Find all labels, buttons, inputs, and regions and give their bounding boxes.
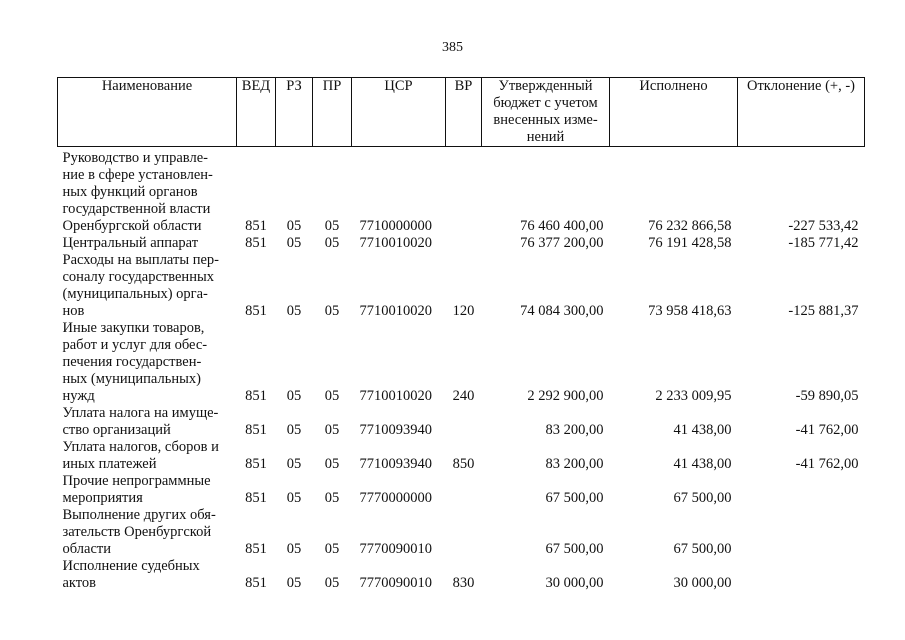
cell-ved: 851 (245, 541, 267, 557)
cell-deviation (738, 507, 865, 558)
cell-deviation (738, 473, 865, 507)
cell-rz: 05 (286, 541, 302, 557)
cell-rz: 05 (286, 575, 302, 591)
table-row (58, 320, 865, 405)
cell-ved: 851 (245, 422, 267, 438)
table-row (58, 235, 865, 252)
cell-rz: 05 (286, 490, 302, 506)
cell-deviation (738, 558, 865, 592)
table-row (58, 507, 865, 558)
cell-approved: 76 460 400,00 (520, 218, 604, 234)
table-row (58, 147, 865, 236)
page-number: 385 (442, 40, 463, 55)
cell-name: Расходы на выплаты пер- соналу государственных (муниципальных) орга- нов (62, 252, 219, 319)
cell-executed: 67 500,00 (673, 541, 732, 557)
cell-name: Выполнение других обя- зательств Оренбургской области (62, 507, 216, 557)
header-name: Наименование (58, 78, 237, 147)
table-row (58, 252, 865, 320)
table-body (58, 147, 865, 593)
cell-approved: 74 084 300,00 (520, 303, 604, 319)
header-pr: ПР (313, 78, 352, 147)
cell-pr: 05 (324, 303, 340, 319)
cell-name: Уплата налогов, сборов и иных платежей (62, 439, 219, 472)
header-vr: ВР (446, 78, 482, 147)
header-executed: Исполнено (610, 78, 738, 147)
cell-name: Центральный аппарат (62, 235, 199, 251)
cell-pr: 05 (324, 218, 340, 234)
cell-vr (446, 405, 482, 439)
cell-rz: 05 (286, 422, 302, 438)
cell-approved: 67 500,00 (545, 490, 604, 506)
cell-executed: 76 232 866,58 (648, 218, 732, 234)
table-row (58, 558, 865, 592)
table-row (58, 473, 865, 507)
cell-csr: 7770000000 (359, 490, 432, 506)
cell-deviation: -59 890,05 (795, 388, 859, 404)
cell-pr: 05 (324, 541, 340, 557)
cell-approved: 76 377 200,00 (520, 235, 604, 251)
cell-vr (446, 473, 482, 507)
header-approved: Утвержденный бюджет с учетом внесенных изме-нений (482, 78, 610, 147)
cell-csr: 7770090010 (359, 541, 432, 557)
cell-name: Уплата налога на имуще- ство организаций (62, 405, 219, 438)
cell-vr: 120 (452, 303, 475, 319)
cell-ved: 851 (245, 456, 267, 472)
header-rz: РЗ (276, 78, 313, 147)
cell-executed: 73 958 418,63 (648, 303, 732, 319)
cell-csr: 7710010020 (359, 303, 432, 319)
cell-csr: 7710093940 (359, 422, 432, 438)
cell-pr: 05 (324, 575, 340, 591)
cell-pr: 05 (324, 490, 340, 506)
cell-executed: 2 233 009,95 (655, 388, 732, 404)
table-row (58, 405, 865, 439)
cell-pr: 05 (324, 422, 340, 438)
cell-executed: 41 438,00 (673, 422, 732, 438)
cell-approved: 83 200,00 (545, 456, 604, 472)
budget-table (57, 77, 865, 592)
header-deviation: Отклонение (+, -) (738, 78, 865, 147)
cell-pr: 05 (324, 235, 340, 251)
cell-rz: 05 (286, 388, 302, 404)
cell-deviation: -227 533,42 (788, 218, 859, 234)
cell-rz: 05 (286, 456, 302, 472)
cell-vr (446, 507, 482, 558)
cell-rz: 05 (286, 218, 302, 234)
cell-csr: 7710010020 (359, 388, 432, 404)
cell-executed: 41 438,00 (673, 456, 732, 472)
cell-deviation: -41 762,00 (795, 422, 859, 438)
cell-pr: 05 (324, 388, 340, 404)
cell-csr: 7710000000 (359, 218, 432, 234)
cell-ved: 851 (245, 235, 267, 251)
cell-deviation: -185 771,42 (788, 235, 859, 251)
cell-csr: 7710093940 (359, 456, 432, 472)
cell-deviation: -41 762,00 (795, 456, 859, 472)
header-csr: ЦСР (352, 78, 446, 147)
cell-name: Исполнение судебных актов (62, 558, 200, 591)
header-ved: ВЕД (237, 78, 276, 147)
cell-name: Руководство и управле- ние в сфере установлен- ных функций органов государственной власти Оренбургской области (62, 150, 213, 234)
cell-csr: 7770090010 (359, 575, 432, 591)
cell-csr: 7710010020 (359, 235, 432, 251)
cell-ved: 851 (245, 575, 267, 591)
cell-executed: 67 500,00 (673, 490, 732, 506)
cell-approved: 83 200,00 (545, 422, 604, 438)
cell-vr (446, 147, 482, 236)
cell-vr: 240 (452, 388, 475, 404)
cell-ved: 851 (245, 218, 267, 234)
cell-approved: 2 292 900,00 (527, 388, 604, 404)
cell-name: Иные закупки товаров, работ и услуг для обес- печения государствен- ных (муниципальных) нужд (62, 320, 208, 404)
cell-ved: 851 (245, 388, 267, 404)
cell-rz: 05 (286, 303, 302, 319)
table-header (58, 78, 865, 147)
cell-vr: 830 (452, 575, 475, 591)
cell-vr: 850 (452, 456, 475, 472)
cell-executed: 76 191 428,58 (648, 235, 732, 251)
cell-rz: 05 (286, 235, 302, 251)
cell-vr (446, 235, 482, 252)
cell-executed: 30 000,00 (673, 575, 732, 591)
cell-pr: 05 (324, 456, 340, 472)
cell-name: Прочие непрограммные мероприятия (62, 473, 211, 506)
cell-approved: 67 500,00 (545, 541, 604, 557)
cell-ved: 851 (245, 490, 267, 506)
table-row (58, 439, 865, 473)
cell-ved: 851 (245, 303, 267, 319)
cell-deviation: -125 881,37 (788, 303, 859, 319)
cell-approved: 30 000,00 (545, 575, 604, 591)
